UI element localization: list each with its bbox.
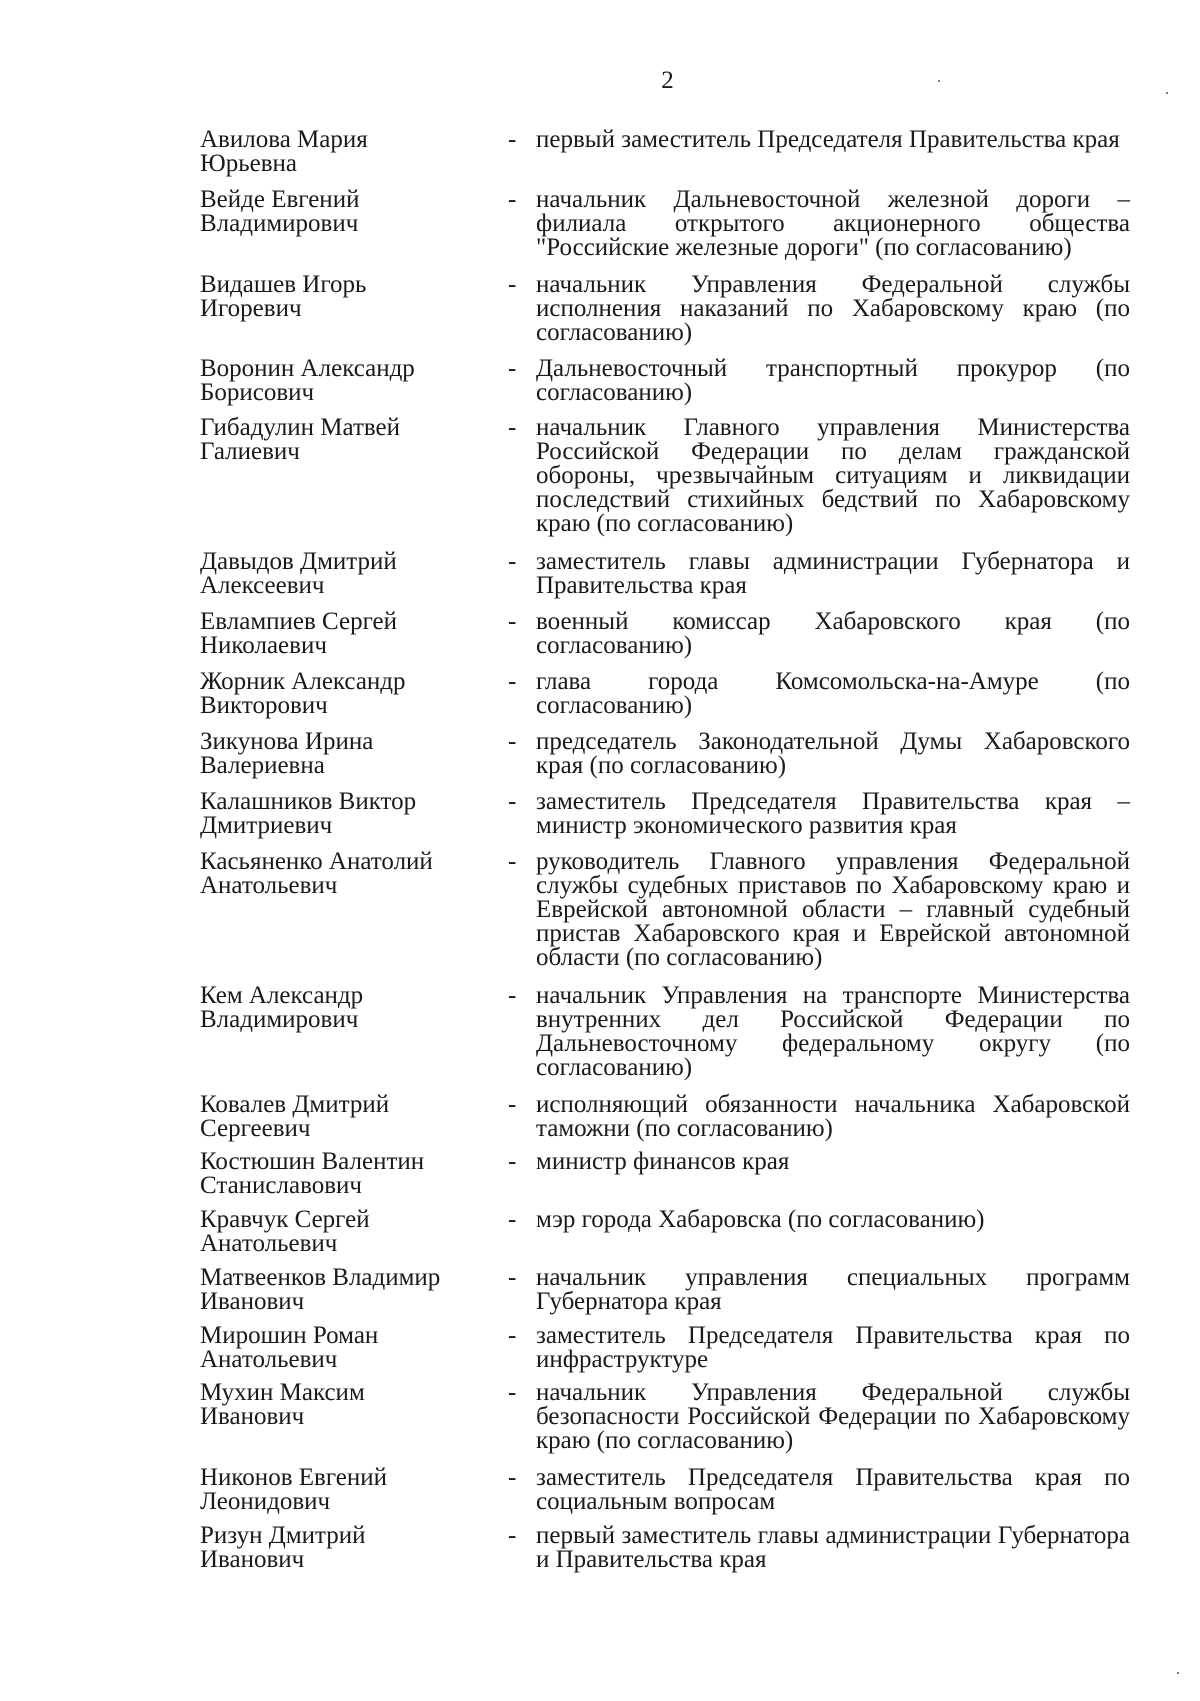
member-position: начальник Дальневосточной железной дороги – филиала открытого акционерного общества "Российские железные дороги" (по согласованию)	[536, 186, 1130, 261]
member-position: начальник Управления Федеральной службы безопасности Российской Федерации по Хабаровскому краю (по согласованию)	[536, 1379, 1130, 1454]
separator-dash: -	[508, 1264, 517, 1291]
member-position: глава города Комсомольска-на-Амуре (по согласованию)	[536, 668, 1130, 719]
member-position: начальник Управления Федеральной службы исполнения наказаний по Хабаровскому краю (по согласованию)	[536, 271, 1130, 346]
member-position: руководитель Главного управления Федеральной службы судебных приставов по Хабаровскому краю и Еврейской автономной области – главный судебный пристав Хабаровского края и Еврейской автономной области (по согласованию)	[536, 848, 1130, 971]
member-position: исполняющий обязанности начальника Хабаровской таможни (по согласованию)	[536, 1091, 1130, 1142]
separator-dash: -	[508, 608, 517, 635]
member-position: заместитель Председателя Правительства края – министр экономического развития края	[536, 788, 1130, 839]
member-name: Давыдов Дмитрий Алексеевич	[200, 548, 397, 599]
member-name: Вейде Евгений Владимирович	[200, 186, 360, 237]
member-name: Кравчук Сергей Анатольевич	[200, 1206, 370, 1257]
member-name: Жорник Александр Викторович	[200, 668, 406, 719]
member-name: Матвеенков Владимир Иванович	[200, 1264, 441, 1315]
separator-dash: -	[508, 186, 517, 213]
separator-dash: -	[508, 848, 517, 875]
member-name: Мухин Максим Иванович	[200, 1379, 365, 1430]
separator-dash: -	[508, 1091, 517, 1118]
member-position: первый заместитель главы администрации Губернатора и Правительства края	[536, 1522, 1130, 1573]
member-name: Кем Александр Владимирович	[200, 982, 364, 1033]
member-name: Гибадулин Матвей Галиевич	[200, 414, 401, 465]
member-name: Ризун Дмитрий Иванович	[200, 1522, 366, 1573]
member-name: Никонов Евгений Леонидович	[200, 1464, 387, 1515]
separator-dash: -	[508, 271, 517, 298]
member-name: Калашников Виктор Дмитриевич	[200, 788, 417, 839]
separator-dash: -	[508, 414, 517, 441]
member-name: Авилова Мария Юрьевна	[200, 126, 368, 177]
member-name: Евлампиев Сергей Николаевич	[200, 608, 398, 659]
member-position: начальник управления специальных программ Губернатора края	[536, 1264, 1130, 1315]
separator-dash: -	[508, 1379, 517, 1406]
separator-dash: -	[508, 788, 517, 815]
member-position: Дальневосточный транспортный прокурор (по согласованию)	[536, 355, 1130, 406]
member-name: Мирошин Роман Анатольевич	[200, 1322, 379, 1373]
member-position: заместитель Председателя Правительства края по инфраструктуре	[536, 1322, 1130, 1373]
separator-dash: -	[508, 728, 517, 755]
member-position: мэр города Хабаровска (по согласованию)	[536, 1206, 985, 1233]
member-position: начальник Главного управления Министерства Российской Федерации по делам гражданской обороны, чрезвычайным ситуациям и ликвидации последствий стихийных бедствий по Хабаровскому краю (по согласованию)	[536, 414, 1130, 537]
separator-dash: -	[508, 982, 517, 1009]
separator-dash: -	[508, 1148, 517, 1175]
member-name: Видашев Игорь Игоревич	[200, 271, 367, 322]
scan-speck	[1177, 1672, 1179, 1674]
member-position: министр финансов края	[536, 1148, 790, 1175]
separator-dash: -	[508, 126, 517, 153]
member-position: заместитель главы администрации Губернатора и Правительства края	[536, 548, 1130, 599]
separator-dash: -	[508, 355, 517, 382]
member-name: Костюшин Валентин Станиславович	[200, 1148, 425, 1199]
separator-dash: -	[508, 668, 517, 695]
separator-dash: -	[508, 548, 517, 575]
member-name: Воронин Александр Борисович	[200, 355, 415, 406]
member-position: начальник Управления на транспорте Министерства внутренних дел Российской Федерации по Дальневосточному федеральному округу (по согласованию)	[536, 982, 1130, 1081]
member-position: военный комиссар Хабаровского края (по согласованию)	[536, 608, 1130, 659]
member-position: председатель Законодательной Думы Хабаровского края (по согласованию)	[536, 728, 1130, 779]
separator-dash: -	[508, 1322, 517, 1349]
member-name: Касьяненко Анатолий Анатольевич	[200, 848, 433, 899]
member-name: Ковалев Дмитрий Сергеевич	[200, 1091, 390, 1142]
member-name: Зикунова Ирина Валериевна	[200, 728, 374, 779]
separator-dash: -	[508, 1206, 517, 1233]
page-number: 2	[661, 67, 674, 94]
separator-dash: -	[508, 1464, 517, 1491]
member-position: заместитель Председателя Правительства края по социальным вопросам	[536, 1464, 1130, 1515]
member-position: первый заместитель Председателя Правительства края	[536, 126, 1120, 153]
separator-dash: -	[508, 1522, 517, 1549]
